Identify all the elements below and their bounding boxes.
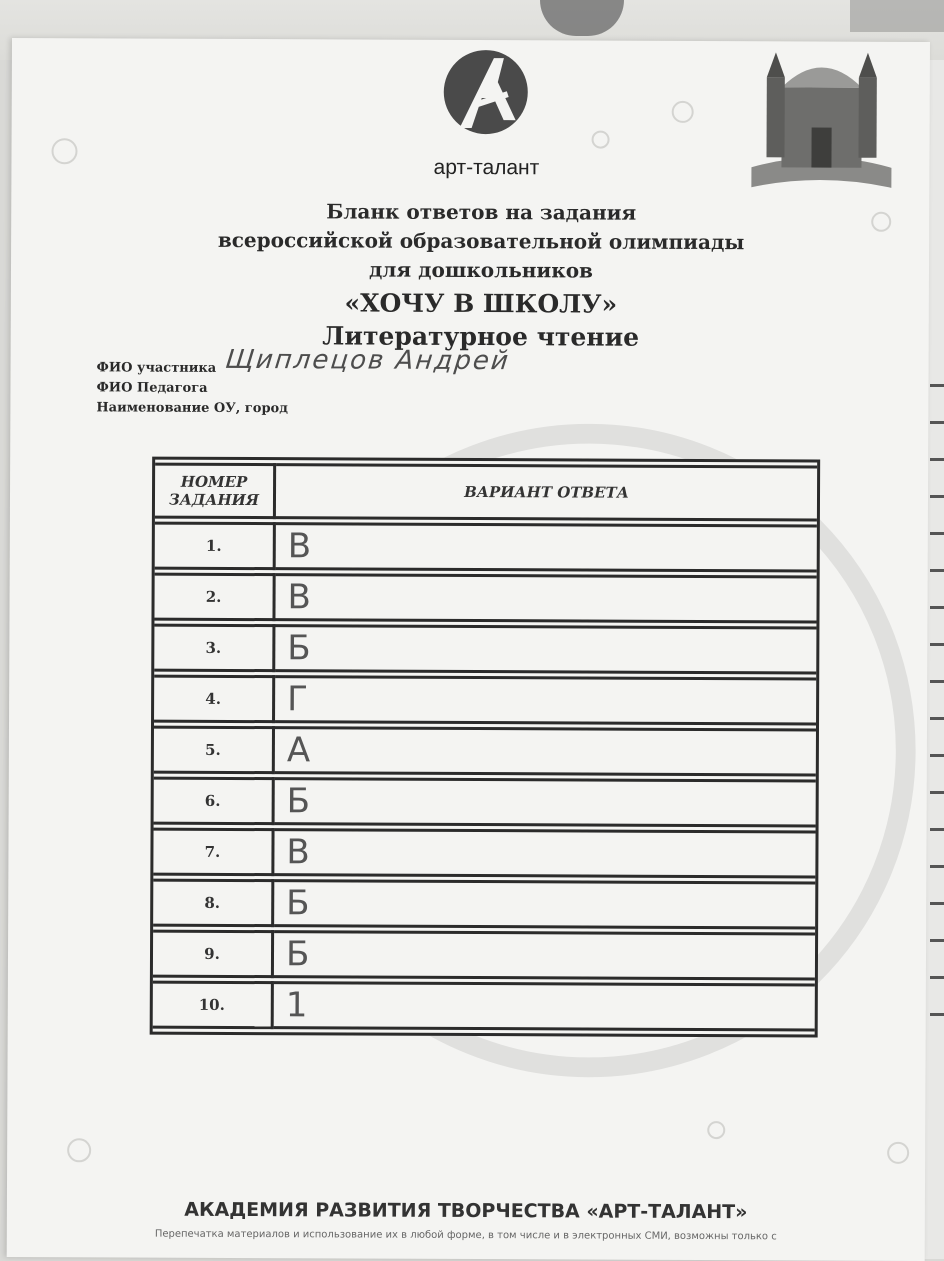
answer-value: Б [274, 930, 815, 980]
castle-book-icon [741, 47, 902, 198]
table-row [153, 930, 815, 981]
answer-sheet [7, 38, 930, 1261]
header-line-2: всероссийской образовательной олимпиады [217, 227, 745, 255]
task-number: 6. [154, 777, 275, 826]
doodle-icon [707, 1121, 725, 1139]
brand-name: арт-талант [433, 155, 540, 180]
participant-label: ФИО участника [96, 360, 217, 376]
table-row [153, 981, 815, 1032]
answer-value: В [275, 573, 816, 623]
header-line-1: Бланк ответов на задания [326, 199, 637, 225]
answer-value: Б [275, 777, 816, 827]
table-header-row [155, 463, 817, 522]
notebook-lines [930, 350, 944, 1050]
table-row [155, 522, 817, 573]
answer-value: В [274, 828, 815, 878]
task-number: 4. [154, 675, 275, 724]
table-row [154, 675, 816, 726]
task-number: 1. [155, 522, 276, 571]
school-label: Наименование ОУ, город [96, 400, 288, 417]
doodle-icon [67, 1138, 91, 1162]
table-row [154, 573, 816, 624]
task-number: 5. [154, 726, 275, 775]
header-task-number [155, 463, 276, 520]
answers-table [150, 457, 821, 1038]
doodle-icon [887, 1142, 909, 1164]
doodle-icon [871, 212, 891, 232]
background-castle-fragment [850, 0, 944, 32]
doodle-icon [672, 101, 694, 123]
answer-value: В [276, 522, 817, 572]
task-number: 9. [153, 930, 274, 979]
subject-title: Литературное чтение [322, 321, 640, 352]
header-num-line-1: НОМЕР [180, 472, 248, 492]
table-row [154, 726, 816, 777]
table-row [154, 624, 816, 675]
answer-value: Г [275, 675, 816, 725]
header-answer: ВАРИАНТ ОТВЕТА [276, 463, 817, 521]
task-number: 3. [154, 624, 275, 673]
header-line-3: для дошкольников [368, 257, 594, 283]
teacher-label: ФИО Педагога [96, 380, 208, 396]
table-row [154, 777, 816, 828]
header-num-line-2: ЗАДАНИЯ [168, 490, 260, 510]
doodle-icon [592, 131, 610, 149]
document-header [161, 197, 802, 355]
task-number: 10. [153, 981, 274, 1030]
answer-value: 1 [274, 981, 815, 1031]
participant-name-handwritten: Щиплецов Андрей [223, 344, 512, 377]
task-number: 8. [153, 879, 274, 928]
doodle-icon [51, 138, 77, 164]
table-row [153, 828, 815, 879]
academy-footer: АКАДЕМИЯ РАЗВИТИЯ ТВОРЧЕСТВА «АРТ-ТАЛАНТ» [184, 1198, 748, 1224]
task-number: 7. [153, 828, 274, 877]
a-logo-icon [442, 48, 530, 148]
olympiad-title: «ХОЧУ В ШКОЛУ» [344, 288, 618, 319]
task-number: 2. [154, 573, 275, 622]
answer-value: Б [274, 879, 815, 929]
table-row [153, 879, 815, 930]
answer-value: А [275, 726, 816, 776]
answer-value: Б [275, 624, 816, 674]
copyright-notice: Перепечатка материалов и использование их в любой форме, в том числе и в электронных СМИ, возможны только с [154, 1228, 777, 1243]
